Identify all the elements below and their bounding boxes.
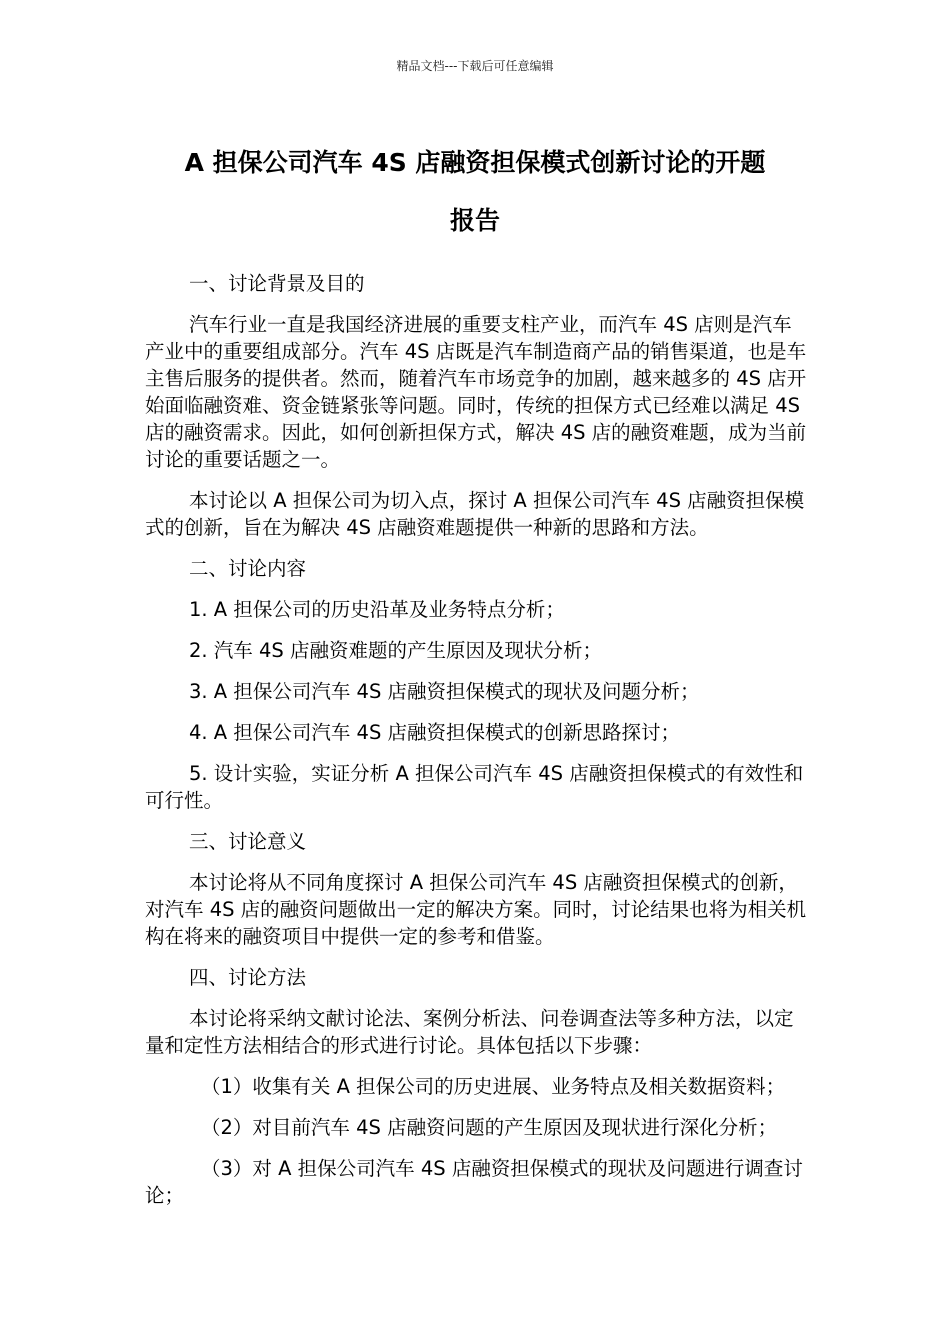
list-item: 1. A 担保公司的历史沿革及业务特点分析； — [189, 598, 565, 621]
section-heading-method: 四、讨论方法 — [189, 966, 307, 989]
list-item: （3）对 A 担保公司汽车 4S 店融资担保模式的现状及问题进行调查讨论； — [145, 1157, 803, 1207]
paragraph-significance: 本讨论将从不同角度探讨 A 担保公司汽车 4S 店融资担保模式的创新，对汽车 4S 店的融资问题做出一定的解决方案。同时，讨论结果也将为相关机构在将来的融资项目中提供一定的参考和借鉴。 — [145, 871, 807, 948]
paragraph-method: 本讨论将采纳文献讨论法、案例分析法、问卷调查法等多种方法，以定量和定性方法相结合的形式进行讨论。具体包括以下步骤： — [145, 1007, 794, 1057]
paragraph-purpose: 本讨论以 A 担保公司为切入点，探讨 A 担保公司汽车 4S 店融资担保模式的创新，旨在为解决 4S 店融资难题提供一种新的思路和方法。 — [145, 489, 805, 539]
title-line-2: 报告 — [449, 206, 500, 235]
document-body — [145, 270, 807, 1223]
list-item: 5. 设计实验，实证分析 A 担保公司汽车 4S 店融资担保模式的有效性和可行性。 — [145, 762, 804, 812]
page-title — [145, 134, 805, 250]
section-heading-significance: 三、讨论意义 — [189, 830, 307, 853]
list-item: （2）对目前汽车 4S 店融资问题的产生原因及现状进行深化分析； — [201, 1116, 778, 1139]
title-line-1: A 担保公司汽车 4S 店融资担保模式创新讨论的开题 — [184, 148, 766, 177]
section-heading-background: 一、讨论背景及目的 — [189, 272, 365, 295]
list-item: 4. A 担保公司汽车 4S 店融资担保模式的创新思路探讨； — [189, 721, 681, 744]
list-item: （1）收集有关 A 担保公司的历史进展、业务特点及相关数据资料； — [201, 1075, 786, 1098]
section-heading-content: 二、讨论内容 — [189, 557, 307, 580]
header-note: 精品文档---下载后可任意编辑 — [396, 59, 554, 73]
list-item: 2. 汽车 4S 店融资难题的产生原因及现状分析； — [189, 639, 602, 662]
list-item: 3. A 担保公司汽车 4S 店融资担保模式的现状及问题分析； — [189, 680, 700, 703]
paragraph-background: 汽车行业一直是我国经济进展的重要支柱产业，而汽车 4S 店则是汽车产业中的重要组成部分。汽车 4S 店既是汽车制造商产品的销售渠道，也是车主售后服务的提供者。然而，随着汽车市场竞争的加剧，越来越多的 4S 店开始面临融资难、资金链紧张等问题。同时，传统的担保方式已经难以满足 4S 店的融资需求。因此，如何创新担保方式，解决 4S 店的融资难题，成为当前讨论的重要话题之一。 — [145, 313, 807, 471]
